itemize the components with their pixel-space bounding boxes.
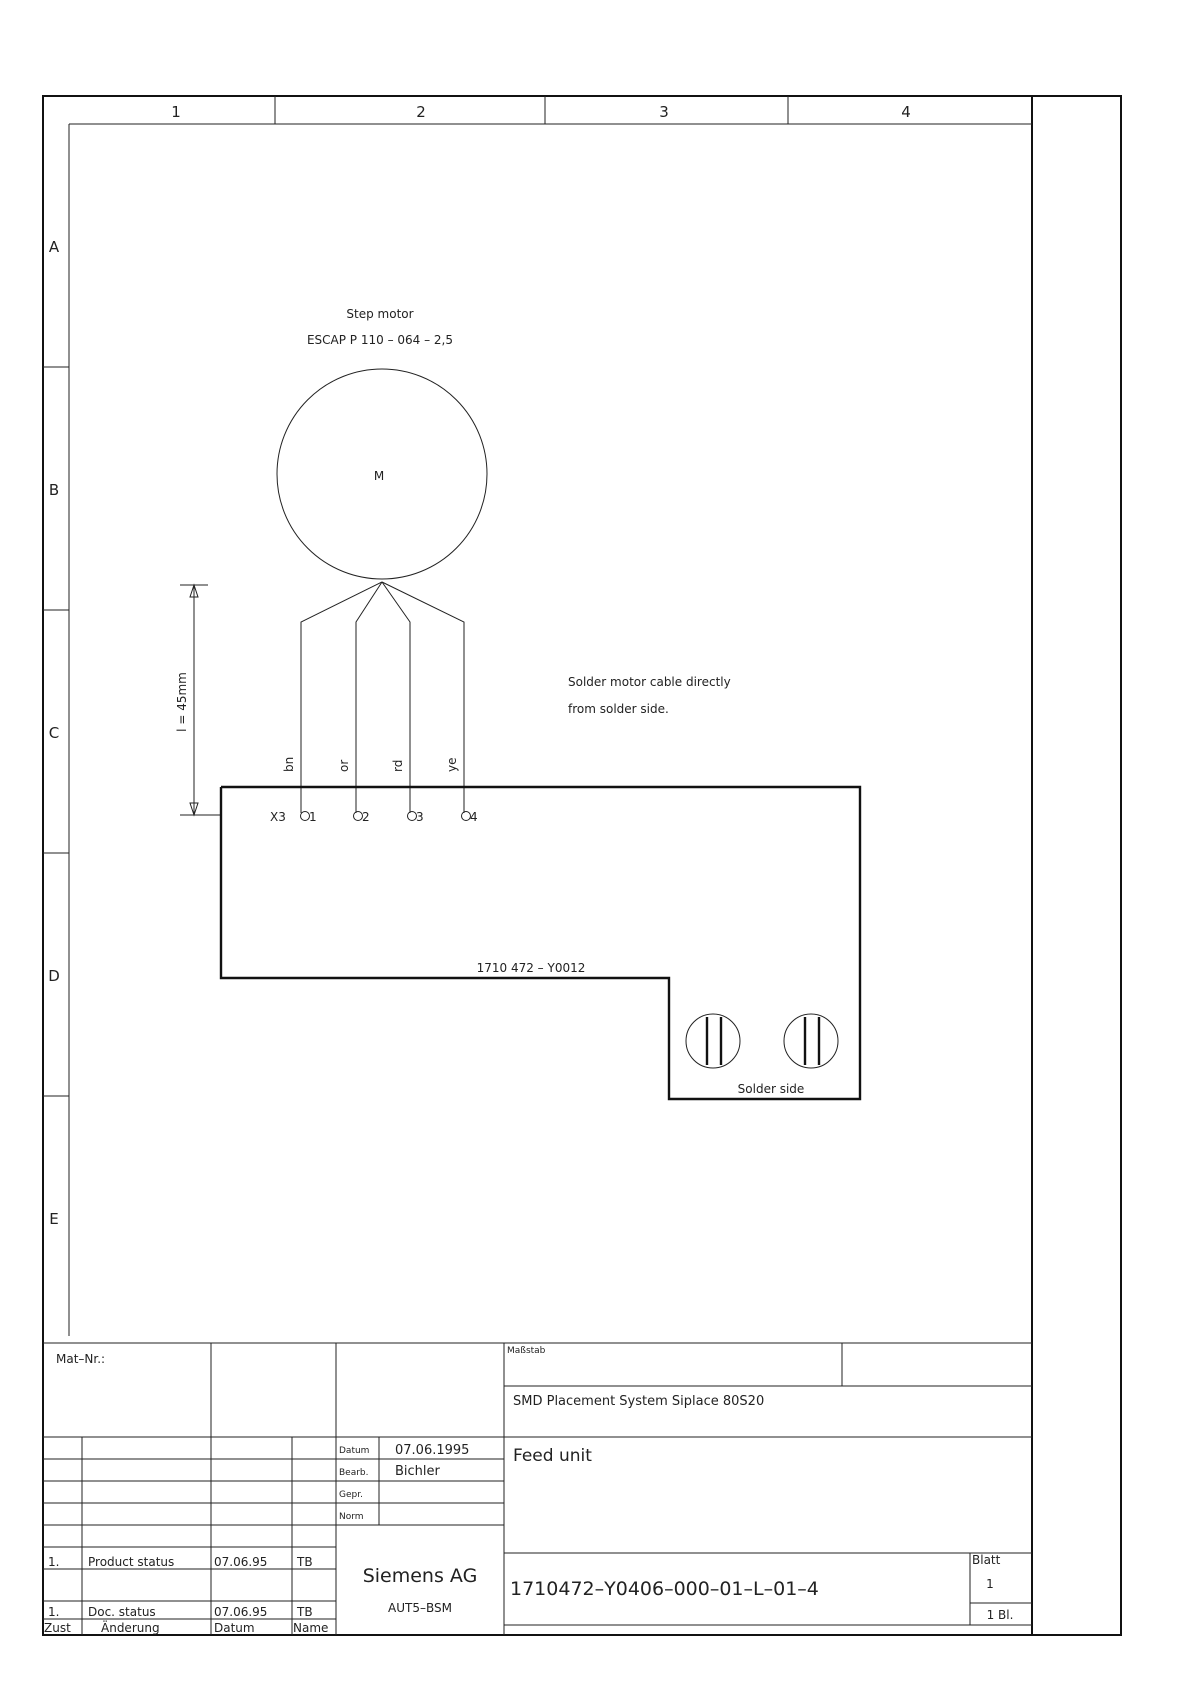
rev1-change: Product status [88, 1555, 175, 1569]
sheet-total: 1 Bl. [986, 1608, 1014, 1622]
pin-4-label: 4 [470, 810, 478, 824]
note-line-2: from solder side. [568, 702, 669, 716]
checked-label: Gepr. [339, 1490, 363, 1500]
header-change: Änderung [101, 1621, 160, 1635]
board-part-number: 1710 472 – Y0012 [476, 961, 586, 975]
rev2-date: 07.06.95 [214, 1605, 268, 1619]
solder-side-label: Solder side [737, 1082, 805, 1096]
zone-col-3: 3 [659, 103, 669, 121]
doc-number: 1710472–Y0406–000–01–L–01–4 [510, 1578, 819, 1600]
system-name: SMD Placement System Siplace 80S20 [513, 1394, 765, 1409]
zone-col-1: 1 [171, 103, 181, 121]
sheet-number: 1 [986, 1577, 994, 1591]
dimension-label: l = 45mm [175, 672, 189, 732]
connector-name: X3 [270, 810, 286, 824]
rev1-name: TB [297, 1555, 313, 1569]
sheet-label: Blatt [972, 1553, 1001, 1567]
drawing-title: Feed unit [513, 1446, 592, 1466]
rev1-zust: 1. [48, 1555, 60, 1569]
solder-pad-right [784, 1014, 838, 1068]
norm-label: Norm [339, 1512, 364, 1522]
pin-1-label: 1 [309, 810, 317, 824]
note-line-1: Solder motor cable directly [568, 675, 731, 689]
motor-symbol-letter: M [373, 469, 385, 483]
department: AUT5–BSM [388, 1601, 452, 1615]
wire-label-or: or [337, 759, 351, 772]
motor-title: Step motor [346, 307, 414, 321]
zone-row-e: E [49, 1210, 59, 1228]
zone-row-b: B [48, 481, 60, 499]
pcb-outline [221, 787, 860, 1099]
header-date: Datum [214, 1621, 255, 1635]
pin-3-label: 3 [416, 810, 424, 824]
motor-wires [301, 582, 464, 813]
rev2-name: TB [297, 1605, 313, 1619]
zone-col-4: 4 [901, 103, 911, 121]
mat-nr-label: Mat–Nr.: [56, 1352, 106, 1366]
wire-ye [382, 582, 464, 813]
rev2-zust: 1. [48, 1605, 60, 1619]
pin-2-label: 2 [362, 810, 370, 824]
solder-pad-left [686, 1014, 740, 1068]
wire-bn [301, 582, 382, 813]
zone-row-a: A [48, 238, 60, 256]
header-name: Name [293, 1621, 329, 1635]
scale-label: Maßstab [507, 1346, 546, 1356]
rev2-change: Doc. status [88, 1605, 156, 1619]
zone-col-2: 2 [416, 103, 426, 121]
editor-value: Bichler [395, 1464, 440, 1479]
header-zust: Zust [44, 1621, 71, 1635]
zone-row-d: D [48, 967, 60, 985]
date-label: Datum [339, 1446, 370, 1456]
date-value: 07.06.1995 [395, 1443, 470, 1458]
company-name: Siemens AG [362, 1565, 478, 1587]
wire-rd [382, 582, 410, 813]
motor-model: ESCAP P 110 – 064 – 2,5 [306, 333, 454, 347]
wire-label-rd: rd [391, 759, 405, 772]
zone-row-c: C [48, 724, 60, 742]
rev1-date: 07.06.95 [214, 1555, 268, 1569]
wire-or [356, 582, 382, 813]
wire-label-bn: bn [282, 756, 296, 772]
wire-label-ye: ye [445, 757, 459, 772]
edited-label: Bearb. [339, 1468, 369, 1478]
